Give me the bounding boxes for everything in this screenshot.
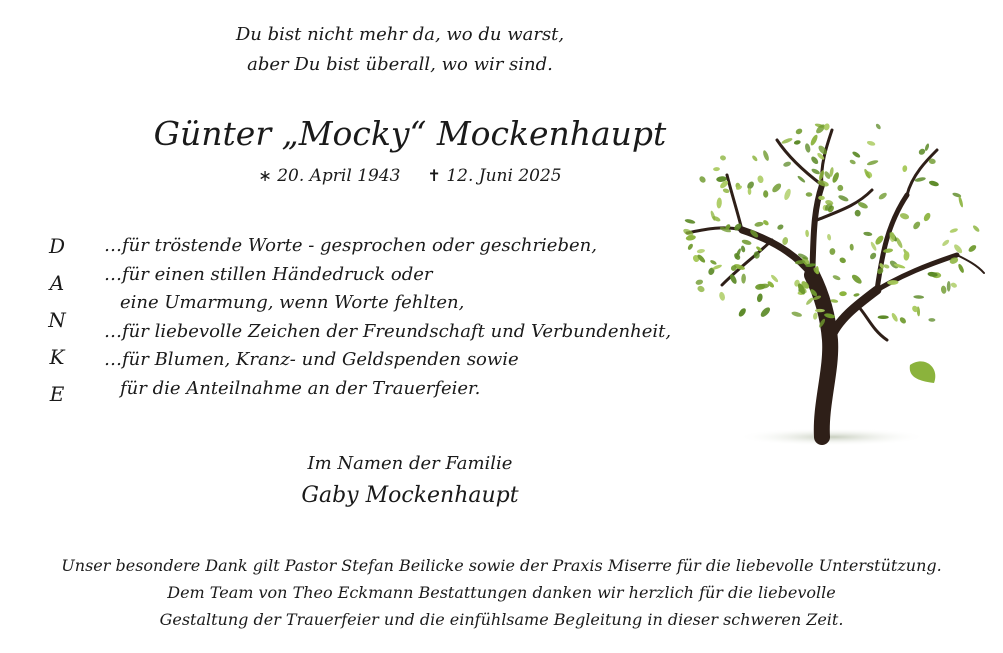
leaf: [850, 273, 863, 285]
deceased-name: Günter „Mocky“ Mockenhaupt: [153, 114, 667, 153]
falling-leaf: [910, 361, 936, 383]
leaf: [851, 150, 861, 158]
leaf: [854, 210, 861, 217]
leaf: [928, 318, 935, 322]
leaf: [741, 239, 752, 246]
leaf: [949, 227, 958, 233]
tree-branch: [907, 150, 937, 195]
leaf: [719, 155, 726, 161]
leaf: [740, 245, 745, 253]
leaf: [839, 291, 847, 296]
leaf: [849, 244, 854, 251]
leaf: [757, 175, 765, 184]
thanks-line: für die Anteilnahme an der Trauerfeier.: [120, 377, 481, 399]
birth-star-icon: ∗: [258, 166, 272, 185]
leaf: [687, 243, 694, 251]
leaf: [783, 161, 792, 168]
leaf: [941, 239, 950, 247]
leaf: [869, 252, 878, 261]
leaf: [875, 123, 882, 130]
leaf: [710, 259, 718, 265]
death-cross-icon: ✝: [427, 166, 441, 185]
tree-illustration-icon: [672, 115, 992, 450]
leaf: [771, 182, 783, 194]
leaf: [806, 192, 813, 197]
leaf: [791, 311, 803, 318]
leaf: [849, 159, 856, 165]
leaf: [913, 295, 924, 299]
leaf: [813, 312, 818, 320]
leaf: [899, 316, 908, 325]
leaf: [797, 175, 806, 184]
leaf: [718, 291, 726, 301]
thanks-line: …für einen stillen Händedruck oder: [104, 263, 433, 285]
leaf: [928, 180, 939, 188]
footer-line-1: Unser besondere Dank gilt Pastor Stefan Beilicke sowie der Praxis Miserre für die liebevolle Unterstützung.: [61, 556, 942, 575]
leaf: [829, 248, 835, 255]
thanks-line: …für Blumen, Kranz- und Geldspenden sowie: [104, 349, 519, 370]
leaf: [878, 315, 889, 319]
memorial-quote: [160, 20, 640, 80]
death-date: 12. Juni 2025: [446, 166, 562, 186]
leaf: [716, 197, 722, 208]
leaf: [866, 140, 875, 146]
leaf: [805, 230, 809, 238]
leaf: [940, 285, 946, 294]
leaf: [972, 224, 981, 232]
leaf: [781, 137, 793, 145]
danke-letter: N: [48, 308, 66, 332]
leaf: [853, 293, 860, 297]
danke-letter: D: [48, 234, 66, 258]
tree-branch: [857, 305, 887, 340]
leaf: [697, 248, 706, 253]
thanks-line: …für liebevolle Zeichen der Freundschaft und Verbundenheit,: [104, 320, 672, 342]
leaf: [685, 234, 696, 241]
tree-branch: [727, 175, 742, 230]
footer-line-2: Dem Team von Theo Eckmann Bestattungen danken wir herzlich für die liebevolle: [167, 583, 836, 602]
danke-letter: K: [49, 345, 65, 369]
leaf: [770, 274, 779, 283]
leaf: [762, 150, 770, 162]
leaf: [751, 155, 758, 162]
signoff-intro: Im Namen der Familie: [307, 453, 513, 474]
leaf: [912, 220, 922, 230]
leaf: [741, 274, 746, 284]
leaf: [763, 190, 768, 198]
leaf: [748, 188, 752, 195]
leaf: [684, 218, 695, 224]
leaf: [863, 231, 872, 236]
leaf: [922, 212, 931, 223]
tree-shadow: [737, 428, 927, 446]
tree-branch: [742, 230, 812, 275]
leaf: [811, 168, 821, 176]
leaf: [754, 221, 764, 227]
tree-branch: [687, 228, 742, 233]
leaf: [924, 143, 930, 151]
leaf: [957, 263, 965, 274]
leaf: [878, 191, 888, 200]
leaf: [713, 167, 720, 171]
leaf: [809, 134, 819, 147]
leaf: [899, 212, 910, 220]
leaf: [783, 188, 792, 201]
leaf: [823, 123, 830, 131]
leaf: [698, 175, 707, 184]
leaf: [805, 297, 814, 306]
leaf: [804, 143, 811, 153]
tree-svg: [672, 115, 992, 450]
signoff-name: Gaby Mockenhaupt: [301, 483, 519, 508]
leaf: [967, 244, 977, 254]
tree-branch: [722, 240, 772, 285]
leaf: [722, 188, 730, 194]
thanks-list: [104, 232, 704, 403]
leaf: [837, 194, 849, 203]
leaf: [866, 159, 878, 166]
leaf: [827, 234, 832, 241]
danke-vertical: [44, 228, 70, 413]
family-signoff: [200, 450, 620, 514]
birth-date: 20. April 1943: [277, 166, 401, 186]
leaf: [756, 293, 763, 303]
leaf: [890, 312, 898, 322]
leaf: [759, 306, 772, 319]
danke-letter: E: [49, 382, 65, 406]
leaf: [839, 256, 847, 264]
footer-line-3: Gestaltung der Trauerfeier und die einfühlsame Begleitung in dieser schweren Zeit.: [159, 610, 844, 629]
life-dates: [200, 163, 620, 189]
leaf: [832, 274, 841, 281]
leaf: [837, 185, 843, 191]
footer-acknowledgement: [10, 552, 993, 633]
quote-line-1: Du bist nicht mehr da, wo du warst,: [235, 24, 565, 45]
leaf: [950, 282, 958, 289]
leaf: [883, 264, 890, 270]
leaf: [947, 281, 951, 292]
leaf: [695, 279, 704, 286]
leaf: [958, 196, 964, 208]
thanks-line: …für tröstende Worte - gesprochen oder geschrieben,: [104, 235, 597, 256]
tree-branch: [877, 255, 957, 290]
leaf: [815, 309, 825, 312]
quote-line-2: aber Du bist überall, wo wir sind.: [247, 54, 553, 75]
leaf: [902, 165, 907, 172]
leaf: [793, 140, 801, 146]
tree-branch: [830, 290, 877, 340]
leaf: [737, 307, 747, 318]
tree-leaves: [682, 123, 980, 329]
leaf: [762, 219, 770, 226]
leaf: [795, 128, 803, 136]
leaf: [696, 285, 705, 294]
leaf: [830, 299, 838, 304]
leaf: [776, 223, 784, 230]
leaf: [810, 155, 820, 165]
danke-letter: A: [49, 271, 65, 295]
thanks-line: eine Umarmung, wenn Worte fehlten,: [120, 292, 465, 313]
leaf: [782, 237, 789, 246]
